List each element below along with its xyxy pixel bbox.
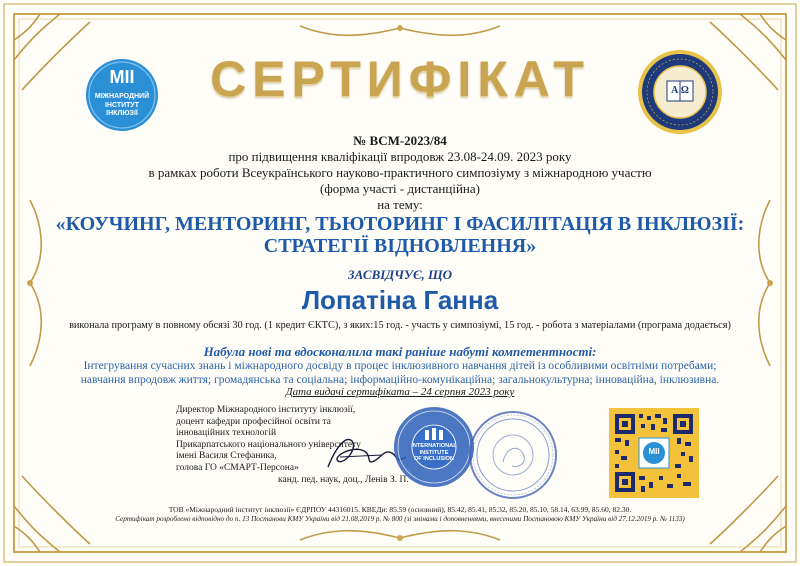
topic-label: на тему: [377,197,423,212]
competencies-heading: Набула нові та вдосконалила такі раніше набуті компетентності: [203,344,597,359]
seal-letters: А Ω [671,85,689,96]
program-description: виконала програму в повному обсязі 30 год. (1 кредит ЄКТС), з яких:15 год. - участь у симпозіумі, 15 год. - робота з матеріалами (програма додається) [69,320,731,331]
topic-line-1: «КОУЧИНГ, МЕНТОРИНГ, ТЬЮТОРИНГ І ФАСИЛІТАЦІЯ В ІНКЛЮЗІЇ: [55,213,745,235]
symposium-line: в рамках роботи Всеукраїнського науково-практичного симпозіуму з міжнародною участю [148,165,652,180]
signatory-degree: канд. пед. наук, доц., Ленів З. П. [278,475,409,485]
footer-company: ТОВ «Міжнародний інститут інклюзії» ЄДРПОУ 44316015. КВЕДи: 85.59 (основний), 85.42, 85.41, 85.32, 85.20, 85.10, 58.14, 63.99, 85.60, 82.30. [168,505,632,514]
competencies-line-1: Інтегрування сучасних знань і міжнародного досвіду в процес інклюзивного навчання дітей із особливими освітніми потребами; [83,360,717,372]
participation-form: (форма участі - дистанційна) [320,181,480,196]
competencies-line-2: навчання впродовж життя; громадянська та соціальна; інформаційно-комунікаційна; загальнокультурна; інноваційна, інклюзивна. [80,374,720,386]
stamp-text: INTERNATIONAL INSTITUTE OF INCLUSION [411,443,457,462]
qualification-period: про підвищення кваліфікації впродовж 23.08-24.09. 2023 року [228,149,572,164]
signatory-block: Директор Міжнародного інституту інклюзії, доцент кафедри професійної освіти та інноваційних технологій Прикарпатського національного університету імені Василя Стефаника, голова ГО «СМАРТ-Персона» [176,405,361,473]
issue-date-text: Дата видачі сертифіката – 24 серпня 2023 року [285,386,515,398]
certifies-label: ЗАСВІДЧУЄ, ЩО [347,267,453,282]
logo-caption: МІЖНАРОДНИЙ ІНСТИТУТ ІНКЛЮЗІЇ [94,93,150,117]
topic-line-2: СТРАТЕГІЇ ВІДНОВЛЕННЯ» [263,235,537,257]
certificate-title: СЕРТИФІКАТ [210,51,590,107]
recipient-name: Лопатіна Ганна [301,285,499,315]
institute-stamp [393,406,475,488]
university-stamp [468,410,558,500]
qr-code[interactable] [609,408,699,498]
qr-logo-text: МІІ [648,447,660,456]
certificate-number: № ВСМ-2023/84 [353,133,447,148]
issue-date [0,386,800,398]
logo-mii-text: МІІ [109,67,135,87]
footer-legal: Сертифікат розроблено відповідно до п. 13 Постанови КМУ України від 21.08.2019 р. № 800 (зі змінами і доповненнями, внесеними Постановою КМУ України від 27.12.2019 р. № 1133) [115,515,685,523]
